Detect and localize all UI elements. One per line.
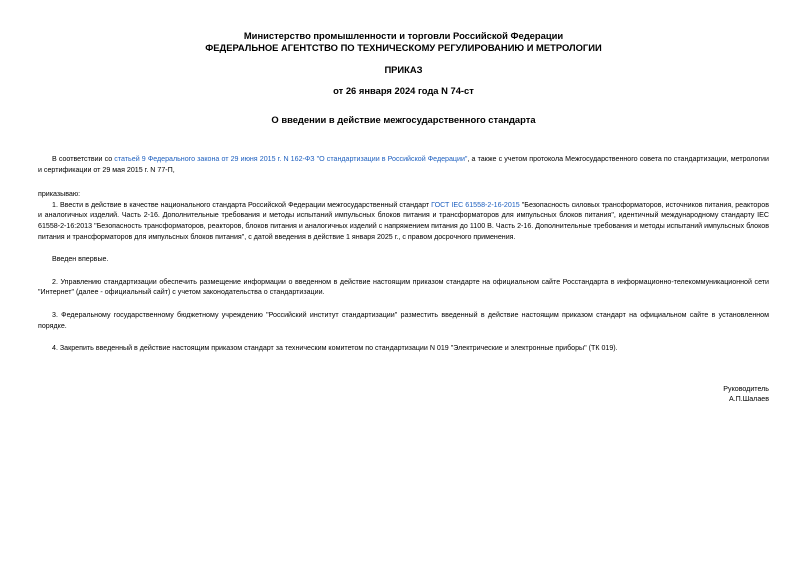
item-1-rest: "Безопасность силовых трансформаторов, источников питания, реакторов и аналогичных изделий. Часть 2-16. Дополнительные требования и методы испытаний импульсных блоков питания и трансформаторов для импульсных блоков питания", идентичный международному стандарту IEC 61558-2-16:2013 "Безопасность трансформаторов, реакторов, блоков питания и аналогичных изделий с напряжением питания до 1100 В. Часть 2-16. Дополнительные требования и методы испытаний импульсных блоков питания и трансформаторов для импульсных блоков питания", с датой введения в действие 1 января 2025 г., с правом досрочного применения. (38, 200, 769, 241)
item-1-lead: 1. Ввести в действие в качестве национального стандарта Российской Федерации межгосударственный стандарт (52, 200, 432, 209)
order-word: приказываю: (38, 190, 81, 199)
document-type: ПРИКАЗ (384, 64, 423, 75)
preamble-paragraph (38, 154, 769, 175)
preamble-lead: В соответствии со (52, 155, 115, 163)
agency-heading: ФЕДЕРАЛЬНОЕ АГЕНТСТВО ПО ТЕХНИЧЕСКОМУ РЕГУЛИРОВАНИЮ И МЕТРОЛОГИИ (205, 42, 602, 53)
federal-law-link[interactable]: статьей 9 Федерального закона от 29 июня 2015 г. N 162-ФЗ "О стандартизации в Российской Федерации" (114, 155, 468, 163)
item-1-paragraph (38, 200, 769, 242)
item-4-paragraph: 4. Закрепить введенный в действие настоящим приказом стандарт за техническим комитетом по стандартизации N 019 "Электрические и электронные приборы" (ТК 019). (52, 344, 618, 353)
item-3-paragraph: 3. Федеральному государственному бюджетному учреждению "Российский институт стандартизации" разместить введенный в действие настоящим приказом стандарт на официальном сайте в установленном порядке. (38, 310, 769, 330)
item-2-paragraph: 2. Управлению стандартизации обеспечить размещение информации о введенном в действие настоящим приказом стандарте на официальном сайте Росстандарта в информационно-телекоммуникационной сети "Интернет" (далее - официальный сайт) с учетом законодательства о стандартизации. (38, 277, 769, 297)
signature-name: А.П.Шалаев (728, 395, 769, 404)
document-title: О введении в действие межгосударственного стандарта (271, 114, 536, 125)
first-time-note: Введен впервые. (52, 255, 109, 264)
document-body (38, 154, 769, 354)
signature-role: Руководитель (723, 384, 769, 393)
signature-block (38, 384, 769, 405)
preamble-rest: , а также с учетом протокола Межгосударственного совета по стандартизации, метрологии и сертификации от 29 мая 2015 г. N 77-П, (38, 155, 769, 174)
ministry-heading: Министерство промышленности и торговли Российской Федерации (243, 30, 564, 41)
gost-standard-link[interactable]: ГОСТ IEC 61558-2-16-2015 (431, 200, 520, 209)
document-date-number: от 26 января 2024 года N 74-ст (333, 85, 474, 96)
